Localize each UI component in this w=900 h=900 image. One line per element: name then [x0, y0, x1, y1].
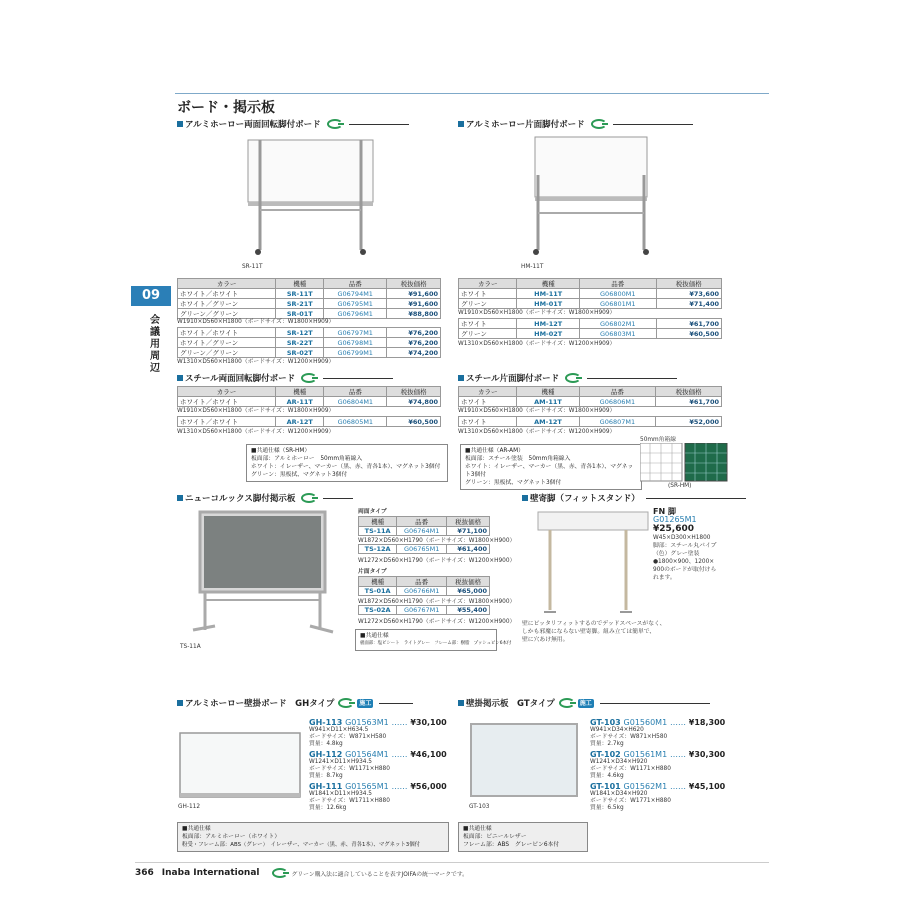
ts-katamen-label: 片面タイプ [358, 569, 387, 575]
sr-size-note-2: W1310×D560×H1800（ボードサイズ：W1200×H909） [177, 359, 335, 365]
table-row: グリーン／グリーン SR-01T G06796M1 ¥88,800 [178, 309, 441, 319]
table-row: TS-11A G06764M1 ¥71,100 [359, 527, 490, 536]
green-mark-icon [591, 119, 607, 129]
grid-label: 50mm角箱線 [640, 437, 677, 443]
table-row: ホワイト／ホワイト AR-12T G06805M1 ¥60,500 [178, 417, 441, 427]
ts-size-note-4: W1272×D560×H1790（ボードサイズ：W1200×H900） [358, 619, 516, 625]
ts-spec-box: ■共通仕様 板面部：塩ビシート ライトグレー フレーム部：樹脂 プッシュピン6本付 [355, 629, 497, 651]
section-rule [646, 498, 746, 499]
table-row: ホワイト AM-11T G06806M1 ¥61,700 [459, 397, 722, 407]
green-mark-icon [559, 698, 575, 708]
ts-size-note-3: W1872×D560×H1790（ボードサイズ：W1800×H900） [358, 599, 516, 605]
section-hm-heading: アルミホーロー片面脚付ボード [458, 118, 693, 130]
green-mark-icon [301, 373, 317, 383]
hm-table-2 [458, 318, 722, 339]
section-rule [323, 498, 353, 499]
fn-description: 壁にピッタリフィットするのでデッドスペースがなく、 しかも邪魔にならない壁寄脚。組み立ては簡単で、 壁に穴あけ無用。 [522, 621, 666, 643]
hm-size-note: W1910×D560×H1800（ボードサイズ：W1800×H909） [458, 310, 616, 316]
chapter-number-tab: 09 [131, 286, 171, 306]
bullet-square-icon [177, 495, 183, 501]
fit-stand-image [530, 508, 650, 618]
spec-srhm-box: ■共通仕様（SR-HM） 板面部：アルミホーロー 50mm角箱線入 ホワイト：イレーザー、マーカー（黒、赤、青各1本）、マグネット3個付 グリーン：黒板拭、マグネット3個付 [246, 444, 448, 482]
green-mark-icon [338, 698, 354, 708]
gh-item: GH-111 G01565M1 …… ¥56,000 W1841×D11×H934.5 ボードサイズ：W1711×H880 質量：12.6kg [309, 782, 447, 811]
footer-rule [135, 862, 769, 863]
section-rule [379, 703, 413, 704]
ts-table: 機種 品番 税抜価格 TS-11A G06764M1 ¥71,100 [358, 516, 490, 536]
bullet-square-icon [458, 121, 464, 127]
gt-image-label: GT-103 [469, 804, 490, 810]
green-mark-icon [565, 373, 581, 383]
table-row: ホワイト／ホワイト SR-11T G06794M1 ¥91,600 [178, 289, 441, 299]
table-row: TS-12A G06765M1 ¥61,400 [359, 545, 490, 554]
sekou-badge: 施工 [359, 699, 372, 707]
section-rule [587, 378, 677, 379]
sr-table: カラー 機種 品番 税抜価格 ホワイト／ホワイト SR-11T G06794M1 ¥91,600 ホワイト／グリーン SR-21T G06795M1 ¥91,600 グリーン／グリーン SR-01T G06796M1 ¥88,800 [177, 278, 441, 319]
fn-code: G01265M1 [653, 515, 697, 524]
ts-ryomen-label: 両面タイプ [358, 509, 387, 515]
hm-size-note-2: W1310×D560×H1800（ボードサイズ：W1200×H909） [458, 341, 616, 347]
ar-size-note-2: W1310×D560×H1800（ボードサイズ：W1200×H909） [177, 429, 335, 435]
section-gt-heading: 壁掛掲示板 GTタイプ 施工 [458, 697, 710, 709]
gt-items [590, 718, 725, 812]
ar-table: カラー 機種 品番 税抜価格 ホワイト／ホワイト AR-11T G06804M1 ¥74,800 [177, 386, 441, 407]
am-table: カラー 機種 品番 税抜価格 ホワイト AM-11T G06806M1 ¥61,700 [458, 386, 722, 407]
section-rule [613, 124, 693, 125]
gt-item: GT-101 G01562M1 …… ¥45,100 W1841×D34×H920 ボードサイズ：W1771×H880 質量：6.5kg [590, 782, 726, 811]
bullet-square-icon [522, 495, 528, 501]
footer [135, 868, 468, 878]
hm-table: カラー 機種 品番 税抜価格 ホワイト HM-11T G06800M1 ¥73,600 グリーン HM-01T G06801M1 ¥71,400 [458, 278, 722, 309]
table-row: TS-02A G06767M1 ¥55,400 [359, 606, 490, 615]
bulletin-board-ts-image [185, 508, 335, 643]
table-row: TS-01A G06766M1 ¥65,000 [359, 587, 490, 596]
gt-item: GT-103 G01560M1 …… ¥18,300 W941×D34×H620 ボードサイズ：W871×H580 質量：2.7kg [590, 718, 726, 747]
section-rule [349, 124, 409, 125]
table-row: ホワイト AM-12T G06807M1 ¥52,000 [459, 417, 722, 427]
green-mark-icon [272, 868, 288, 878]
table-row: グリーン HM-01T G06801M1 ¥71,400 [459, 299, 722, 309]
whiteboard-gh-image [178, 731, 303, 801]
grid-type-label: (SR-HM) [668, 483, 692, 489]
hm-image-label: HM-11T [521, 264, 544, 270]
gh-item: GH-113 G01563M1 …… ¥30,100 W941×D11×H634.5 ボードサイズ：W871×H580 質量：4.8kg [309, 718, 447, 747]
section-ar-heading: スチール両面回転脚付ボード [177, 372, 393, 384]
table-row: ホワイト／グリーン SR-21T G06795M1 ¥91,600 [178, 299, 441, 309]
table-row: グリーン／グリーン SR-02T G06799M1 ¥74,200 [178, 348, 441, 358]
table-row: ホワイト／ホワイト AR-11T G06804M1 ¥74,800 [178, 397, 441, 407]
bulletin-board-gt-image [469, 722, 581, 798]
table-row: グリーン HM-02T G06803M1 ¥60,500 [459, 329, 722, 339]
section-rule [323, 378, 393, 379]
grid-sample-image [640, 443, 730, 483]
table-row: ホワイト HM-12T G06802M1 ¥61,700 [459, 319, 722, 329]
table-row: ホワイト／ホワイト SR-12T G06797M1 ¥76,200 [178, 328, 441, 338]
table-row: ホワイト／グリーン SR-22T G06798M1 ¥76,200 [178, 338, 441, 348]
sr-table-2 [177, 327, 441, 358]
ts-size-note-2: W1272×D560×H1790（ボードサイズ：W1200×H900） [358, 558, 516, 564]
top-rule [175, 93, 769, 94]
green-mark-note: グリーン購入法に適合していることを表すJOIFAの統一マークです。 [291, 871, 468, 878]
whiteboard-hm-image [520, 135, 660, 265]
gh-item: GH-112 G01564M1 …… ¥46,100 W1241×D11×H934.5 ボードサイズ：W1171×H880 質量：8.7kg [309, 750, 447, 779]
gt-item: GT-102 G01561M1 …… ¥30,300 W1241×D34×H920 ボードサイズ：W1171×H880 質量：4.6kg [590, 750, 726, 779]
bullet-square-icon [177, 121, 183, 127]
gt-spec-box: ■共通仕様 板面部：ビニールレザー フレーム部：ABS グレーピン6本付 [458, 822, 588, 852]
gh-items [309, 718, 447, 812]
table-row: ホワイト HM-11T G06800M1 ¥73,600 [459, 289, 722, 299]
spec-aram-box: ■共通仕様（AR-AM） 板面部：スチール塗装 50mm角箱線入 ホワイト：イレーザー、マーカー（黒、赤、青各1本）、マグネット3個付 グリーン：黒板拭、マグネット3個付 [460, 444, 642, 490]
ts-image-label: TS-11A [180, 644, 201, 650]
chapter-label: 会議用周辺 [150, 315, 160, 374]
section-sr-heading: アルミホーロー両面回転脚付ボード [177, 118, 409, 130]
am-size-note-2: W1310×D560×H1800（ボードサイズ：W1200×H909） [458, 429, 616, 435]
whiteboard-sr-image [240, 135, 380, 265]
ts-table-2b [358, 605, 490, 615]
am-size-note: W1910×D560×H1800（ボードサイズ：W1800×H909） [458, 408, 616, 414]
section-gh-heading: アルミホーロー壁掛ボード GHタイプ 施工 [177, 697, 413, 709]
gh-image-label: GH-112 [178, 804, 201, 810]
sekou-badge: 施工 [579, 699, 592, 707]
fn-name: FN 脚 [653, 507, 676, 516]
ts-table-b [358, 544, 490, 554]
green-mark-icon [327, 119, 343, 129]
ts-table-2: 機種 品番 税抜価格 TS-01A G06766M1 ¥65,000 [358, 576, 490, 596]
sr-size-note: W1910×D560×H1800（ボードサイズ：W1800×H909） [177, 319, 335, 325]
gh-spec-box: ■共通仕様 板面部：アルミホーロー（ホワイト） 粉受・フレーム部：ABS（グレー） イレーザー、マーカー（黒、赤、青各1本）、マグネット3個付 [177, 822, 449, 852]
green-mark-icon [301, 493, 317, 503]
brand-name: Inaba International [161, 868, 260, 878]
fn-price: ¥25,600 [653, 524, 694, 534]
page-number: 366 [135, 868, 154, 878]
bullet-square-icon [177, 700, 183, 706]
section-fn-heading: 壁寄脚（フィットスタンド） [522, 492, 746, 504]
ts-size-note: W1872×D560×H1790（ボードサイズ：W1800×H900） [358, 538, 516, 544]
ar-size-note: W1910×D560×H1800（ボードサイズ：W1800×H909） [177, 408, 335, 414]
bullet-square-icon [458, 375, 464, 381]
section-ts-heading: ニューコルックス脚付掲示板 [177, 492, 353, 504]
section-am-heading: スチール片面脚付ボード [458, 372, 677, 384]
sr-image-label: SR-11T [242, 264, 263, 270]
bullet-square-icon [458, 700, 464, 706]
page-title: ボード・掲示板 [177, 100, 275, 116]
bullet-square-icon [177, 375, 183, 381]
section-rule [600, 703, 710, 704]
fn-specs: W45×D300×H1800 脚部：スチール丸パイプ （色）グレー塗装 ●1800×900、1200× 900のボードが取付けら れます。 [653, 535, 717, 581]
